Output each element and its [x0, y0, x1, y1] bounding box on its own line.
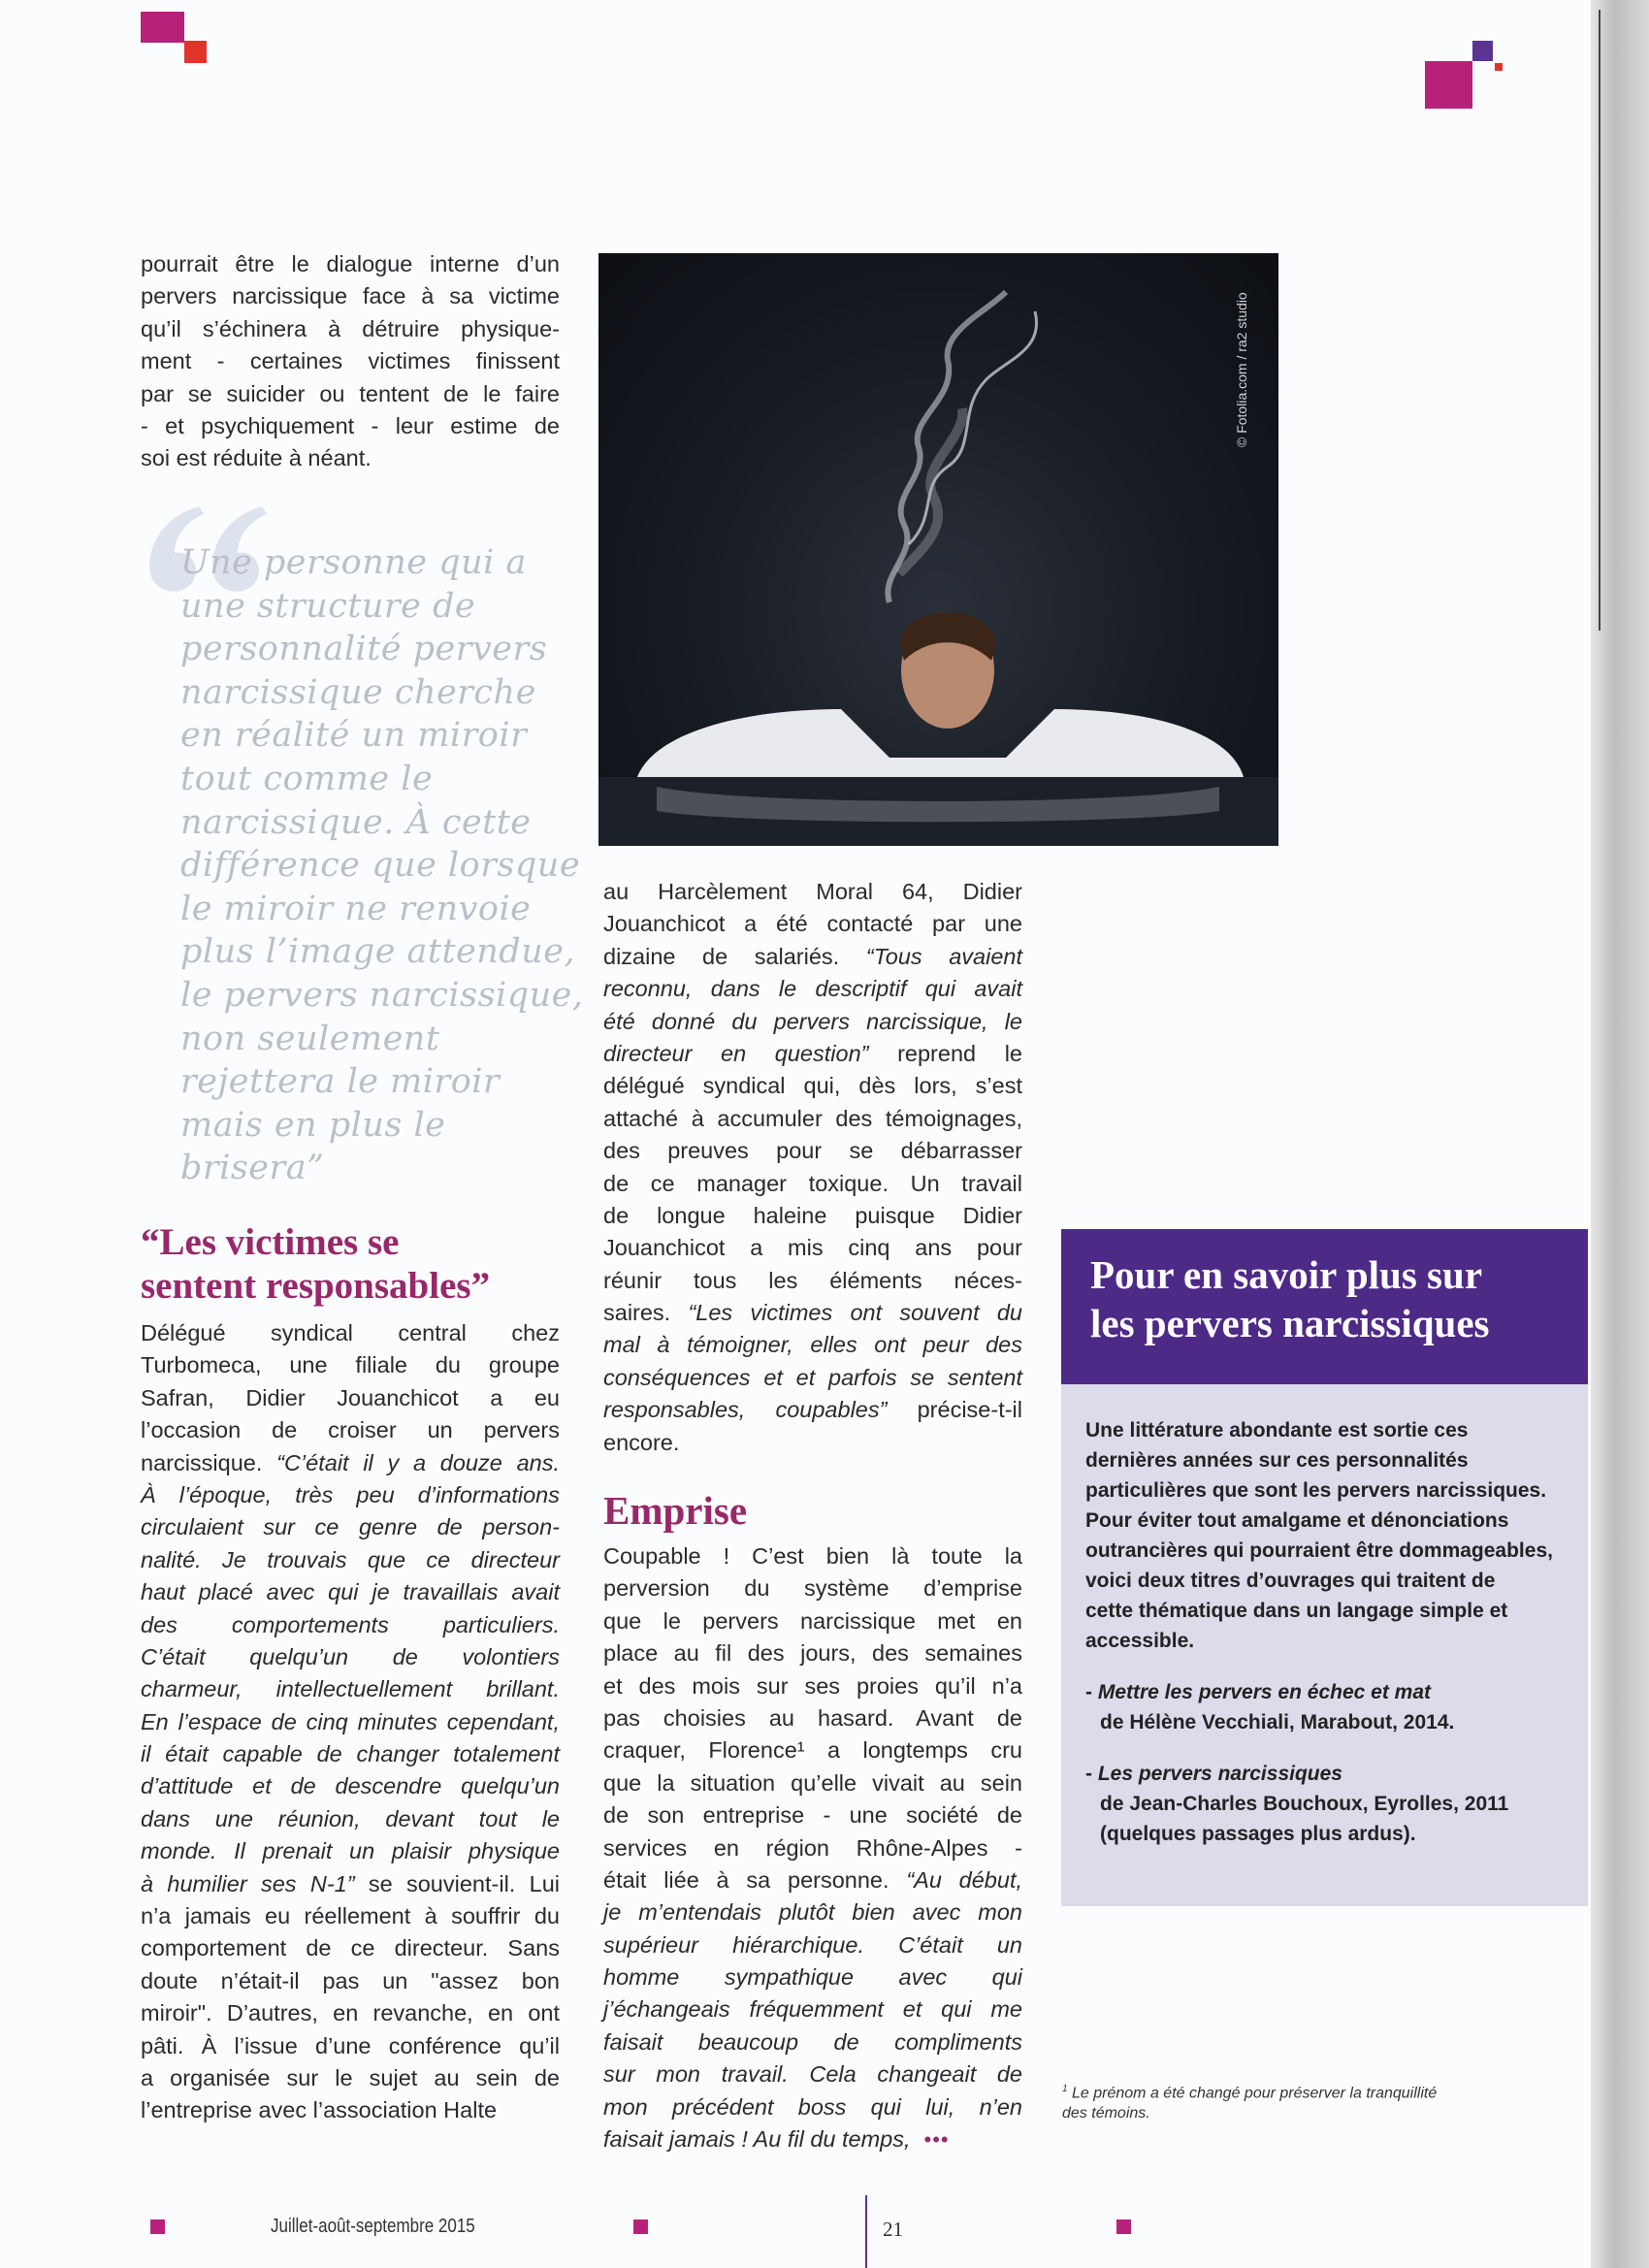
text-segment: n’a jamais eu réellement à souffrir du: [141, 1903, 560, 1929]
text-segment: était liée à sa personne.: [603, 1866, 907, 1893]
text-line: [603, 1070, 1022, 1102]
info-line: Pour éviter tout amalgame et dénonciations: [1085, 1509, 1509, 1532]
text-line: [603, 1896, 1022, 1928]
text-line: [141, 1609, 560, 1641]
text-segment: “Au début,: [906, 1866, 1022, 1893]
quote-line: brisera”: [180, 1149, 325, 1188]
footnote-line: des témoins.: [1062, 2105, 1150, 2122]
text-segment: narcissique.: [141, 1449, 277, 1475]
intro-paragraph: [141, 248, 560, 475]
text-segment: Délégué syndical central chez: [141, 1320, 560, 1345]
middle-body-text-2: [603, 1540, 1022, 2155]
text-segment: reprend le: [868, 1040, 1022, 1066]
text-line: [141, 1447, 560, 1479]
text-line: [603, 1200, 1022, 1232]
text-segment: monde. Il prenait un plaisir physique: [141, 1838, 560, 1864]
text-segment: de son entreprise - une société de: [603, 1802, 1022, 1829]
text-segment: conséquences et et parfois se sentent: [603, 1364, 1022, 1390]
text-line: [603, 1297, 1022, 1329]
text-segment: précise-t-il: [887, 1397, 1022, 1423]
text-segment: Jouanchicot a été contacté par une: [603, 911, 1022, 937]
middle-body-text: [603, 876, 1022, 1459]
text-line: [141, 1868, 560, 1900]
text-line: [603, 1232, 1022, 1264]
book-title: Mettre les pervers en échec et mat: [1097, 1681, 1431, 1703]
text-line: [603, 1135, 1022, 1167]
text-segment: En l’espace de cinq minutes cependant,: [141, 1708, 560, 1734]
text-line: [141, 442, 560, 474]
text-line: [603, 1864, 1022, 1896]
info-box-intro: [1085, 1415, 1568, 1656]
text-segment: attaché à accumuler des témoignages,: [603, 1105, 1022, 1131]
text-segment: encore.: [603, 1429, 680, 1455]
text-segment: d’attitude et de descendre quelqu’un: [141, 1773, 560, 1799]
text-segment: sur mon travail. Cela changeait de: [603, 2061, 1022, 2088]
text-line: [141, 1382, 560, 1414]
text-line: [141, 1738, 560, 1770]
info-line: voici deux titres d’ouvrages qui traitent de: [1085, 1570, 1496, 1592]
page-edge-line: [1599, 10, 1600, 631]
text-segment: faisait beaucoup de compliments: [603, 2028, 1022, 2055]
decor-square-magenta-right: [1425, 61, 1472, 109]
text-line: [141, 313, 560, 345]
quote-line: le pervers narcissique,: [180, 975, 584, 1015]
text-segment: l’occasion de croiser un pervers: [141, 1417, 560, 1443]
text-segment: de ce manager toxique. Un travail: [603, 1170, 1022, 1196]
text-segment: doute n’était-il pas un "assez bon: [141, 1967, 560, 1993]
text-line: [603, 1265, 1022, 1297]
text-segment: qu’il s’échinera à détruire physique-: [141, 315, 560, 341]
text-line: [141, 280, 560, 312]
left-body-text: [141, 1317, 560, 2127]
text-segment: services en région Rhône-Alpes -: [603, 1834, 1022, 1861]
text-line: [141, 2062, 560, 2094]
text-segment: de longue haleine puisque Didier: [603, 1202, 1022, 1228]
book-details: (quelques passages plus ardus).: [1100, 1823, 1416, 1845]
text-line: [603, 1961, 1022, 1993]
text-line: [141, 248, 560, 280]
text-segment: à humilier ses N-1”: [141, 1870, 355, 1896]
text-segment: miroir". D’autres, en revanche, en ont: [141, 2000, 560, 2026]
quote-line: mais en plus le: [180, 1105, 446, 1145]
text-segment: a organisée sur le sujet au sein de: [141, 2064, 560, 2090]
book-title: Les pervers narcissiques: [1097, 1763, 1342, 1785]
title-line: Pour en savoir plus sur: [1090, 1252, 1483, 1297]
text-segment: craquer, Florence¹ a longtemps cru: [603, 1737, 1022, 1764]
text-segment: au Harcèlement Moral 64, Didier: [603, 879, 1022, 904]
text-line: [141, 1511, 560, 1543]
text-segment: place au fil des jours, des semaines: [603, 1640, 1022, 1667]
text-line: [603, 941, 1022, 973]
text-line: [603, 1103, 1022, 1135]
text-segment: été donné du pervers narcissique, le: [603, 1008, 1022, 1034]
text-line: [603, 1362, 1022, 1394]
text-line: [141, 410, 560, 442]
text-segment: faisait jamais ! Au fil du temps,: [603, 2126, 911, 2153]
text-line: [603, 1993, 1022, 2025]
photo-credit: © Fotolia.com / ra2 studio: [1234, 292, 1249, 447]
book-item: - Les pervers narcissiques de Jean-Charles Bouchoux, Eyrolles, 2011 (quelques passages plus ardus).: [1085, 1759, 1568, 1849]
text-line: [603, 2026, 1022, 2058]
info-line: accessible.: [1085, 1630, 1195, 1652]
footnote-line: Le prénom a été changé pour préserver la tranquillité: [1072, 2085, 1438, 2102]
text-line: [603, 1799, 1022, 1831]
text-line: [603, 1929, 1022, 1961]
info-box: [1061, 1229, 1588, 1906]
text-line: [141, 1414, 560, 1446]
text-line: [603, 1767, 1022, 1799]
text-segment: pervers narcissique face à sa victime: [141, 283, 560, 309]
text-line: [141, 1965, 560, 1997]
quote-line: rejettera le miroir: [180, 1062, 501, 1102]
text-segment: je m’entendais plutôt bien avec mon: [603, 1899, 1022, 1926]
text-segment: supérieur hiérarchique. C’était un: [603, 1931, 1022, 1958]
text-segment: et des mois sur ses proies qu’il n’a: [603, 1672, 1022, 1699]
text-line: [141, 1544, 560, 1576]
text-line: [141, 1317, 560, 1349]
footer-square: [150, 2219, 165, 2234]
text-line: [603, 1605, 1022, 1637]
quote-line: tout comme le: [180, 759, 434, 798]
text-segment: charmeur, intellectuellement brillant.: [141, 1676, 560, 1702]
text-segment: soi est réduite à néant.: [141, 445, 372, 471]
text-segment: j’échangeais fréquemment et qui me: [603, 1996, 1022, 2023]
text-line: [603, 2058, 1022, 2090]
page-number: 21: [883, 2218, 903, 2241]
quote-line: non seulement: [180, 1019, 440, 1058]
text-line: [141, 2094, 560, 2126]
info-line: dernières années sur ces personnalités: [1085, 1449, 1469, 1472]
text-segment: - et psychiquement - leur estime de: [141, 412, 560, 438]
text-segment: directeur en question”: [603, 1040, 869, 1066]
text-segment: ment - certaines victimes finissent: [141, 348, 560, 374]
text-segment: des preuves pour se débarrasser: [603, 1138, 1022, 1164]
text-line: [141, 1932, 560, 1964]
continue-marker: •••: [923, 2127, 950, 2153]
text-line: [141, 1835, 560, 1867]
decor-square-magenta: [141, 12, 184, 43]
book-item: - Mettre les pervers en échec et mat de Hélène Vecchiali, Marabout, 2014.: [1085, 1677, 1568, 1737]
text-line: [603, 2123, 1022, 2155]
text-segment: mal à témoigner, elles ont peur des: [603, 1332, 1022, 1358]
footer-issue: Juillet-août-septembre 2015: [271, 2216, 475, 2237]
quote-line: une structure de: [180, 586, 476, 626]
text-line: [603, 2091, 1022, 2123]
text-line: [603, 1572, 1022, 1604]
info-box-body: [1061, 1384, 1588, 1906]
text-segment: Coupable ! C’est bien là toute la: [603, 1543, 1022, 1569]
text-segment: pâti. À l’issue d’une conférence qu’il: [141, 2032, 560, 2058]
quote-line: plus l’image attendue,: [180, 932, 576, 972]
text-line: [603, 1832, 1022, 1864]
text-segment: se souvient-il. Lui: [354, 1870, 560, 1896]
text-line: [603, 1670, 1022, 1702]
text-line: [603, 973, 1022, 1005]
quote-line: narcissique. À cette: [180, 802, 532, 842]
heading-line: sentent responsables”: [141, 1265, 491, 1307]
info-box-title: [1061, 1229, 1588, 1384]
text-line: [141, 1706, 560, 1738]
info-line: Une littérature abondante est sortie ces: [1085, 1419, 1469, 1442]
title-line: les pervers narcissiques: [1090, 1301, 1490, 1345]
text-line: [141, 1900, 560, 1932]
text-segment: comportement de ce directeur. Sans: [141, 1935, 560, 1961]
text-segment: réunir tous les éléments néces-: [603, 1267, 1022, 1293]
text-segment: dans une réunion, devant tout le: [141, 1805, 560, 1831]
text-segment: délégué syndical qui, dès lors, s’est: [603, 1073, 1022, 1099]
text-segment: reconnu, dans le descriptif qui avait: [603, 976, 1022, 1002]
text-line: [141, 1673, 560, 1705]
decor-square-purple-right: [1472, 41, 1493, 61]
text-segment: des comportements particuliers.: [141, 1611, 560, 1637]
text-line: [141, 345, 560, 377]
text-line: [603, 1038, 1022, 1070]
text-line: [603, 1168, 1022, 1200]
decor-square-red-right: [1495, 63, 1503, 71]
text-segment: “Tous avaient: [865, 943, 1022, 969]
heading-line: “Les victimes se: [141, 1221, 400, 1263]
book-details: de Jean-Charles Bouchoux, Eyrolles, 2011: [1100, 1793, 1509, 1815]
article-photo: [598, 253, 1278, 846]
text-segment: saires.: [603, 1300, 689, 1326]
text-line: [603, 876, 1022, 908]
text-line: [141, 1641, 560, 1673]
footer-square: [633, 2219, 648, 2234]
text-segment: C’était quelqu’un de volontiers: [141, 1643, 560, 1669]
footer-square: [1116, 2219, 1131, 2234]
quote-line: le miroir ne renvoie: [180, 889, 532, 928]
text-line: [603, 1427, 1022, 1459]
quote-line: différence que lorsque: [180, 846, 581, 886]
section-heading-victimes: [141, 1220, 587, 1308]
text-line: [603, 1540, 1022, 1572]
footnote-mark: 1: [1062, 2084, 1068, 2094]
text-segment: À l’époque, très peu d’informations: [141, 1481, 560, 1507]
text-line: [141, 1997, 560, 2029]
text-line: [141, 1349, 560, 1381]
text-segment: “Les victimes ont souvent du: [688, 1300, 1022, 1326]
text-segment: il était capable de changer totalement: [141, 1741, 560, 1767]
text-segment: mon précédent boss qui lui, n’en: [603, 2093, 1022, 2120]
text-segment: par se suicider ou tentent de le faire: [141, 380, 560, 406]
text-segment: homme sympathique avec qui: [603, 1964, 1022, 1991]
text-line: [603, 1006, 1022, 1038]
text-line: [603, 1734, 1022, 1766]
section-heading-emprise: Emprise: [603, 1488, 748, 1533]
text-segment: Safran, Didier Jouanchicot a eu: [141, 1384, 560, 1410]
text-segment: circulaient sur ce genre de person-: [141, 1514, 560, 1540]
quote-line: personnalité pervers: [180, 630, 548, 669]
footnote: [1062, 2079, 1437, 2123]
text-segment: que la situation qu’elle vivait au sein: [603, 1769, 1022, 1796]
info-line: particulières que sont les pervers narcissiques.: [1085, 1479, 1547, 1502]
text-segment: nalité. Je trouvais que ce directeur: [141, 1546, 560, 1572]
quote-line: en réalité un miroir: [180, 716, 528, 756]
text-segment: que le pervers narcissique met en: [603, 1607, 1022, 1634]
text-segment: Turbomeca, une filiale du groupe: [141, 1352, 560, 1378]
text-line: [603, 1394, 1022, 1426]
text-line: [141, 1576, 560, 1608]
footer-divider: [865, 2195, 867, 2268]
text-segment: l’entreprise avec l’association Halte: [141, 2097, 498, 2123]
pull-quote: [180, 541, 588, 1190]
text-line: [141, 378, 560, 410]
text-segment: dizaine de salariés.: [603, 943, 866, 969]
text-line: [141, 1803, 560, 1835]
text-line: [603, 1329, 1022, 1361]
text-segment: pourrait être le dialogue interne d’un: [141, 251, 560, 276]
quote-line: Une personne qui a: [180, 543, 527, 582]
quote-line: narcissique cherche: [180, 672, 536, 712]
text-line: [141, 1770, 560, 1802]
text-segment: Jouanchicot a mis cinq ans pour: [603, 1235, 1022, 1261]
text-line: [603, 1702, 1022, 1734]
book-details: de Hélène Vecchiali, Marabout, 2014.: [1100, 1711, 1455, 1733]
info-line: cette thématique dans un langage simple et: [1085, 1600, 1508, 1622]
info-line: outrancières qui pourraient être dommageables,: [1085, 1539, 1553, 1562]
text-segment: perversion du système d’emprise: [603, 1575, 1022, 1602]
text-line: [141, 1479, 560, 1511]
text-segment: pas choisies au hasard. Avant de: [603, 1704, 1022, 1731]
text-segment: “C’était il y a douze ans.: [276, 1449, 560, 1475]
text-line: [603, 908, 1022, 940]
photo-illustration: [598, 253, 1278, 846]
text-line: [141, 2030, 560, 2062]
decor-square-red: [184, 41, 207, 63]
text-segment: haut placé avec qui je travaillais avait: [141, 1579, 560, 1605]
text-segment: responsables, coupables”: [603, 1397, 888, 1423]
text-line: [603, 1637, 1022, 1669]
